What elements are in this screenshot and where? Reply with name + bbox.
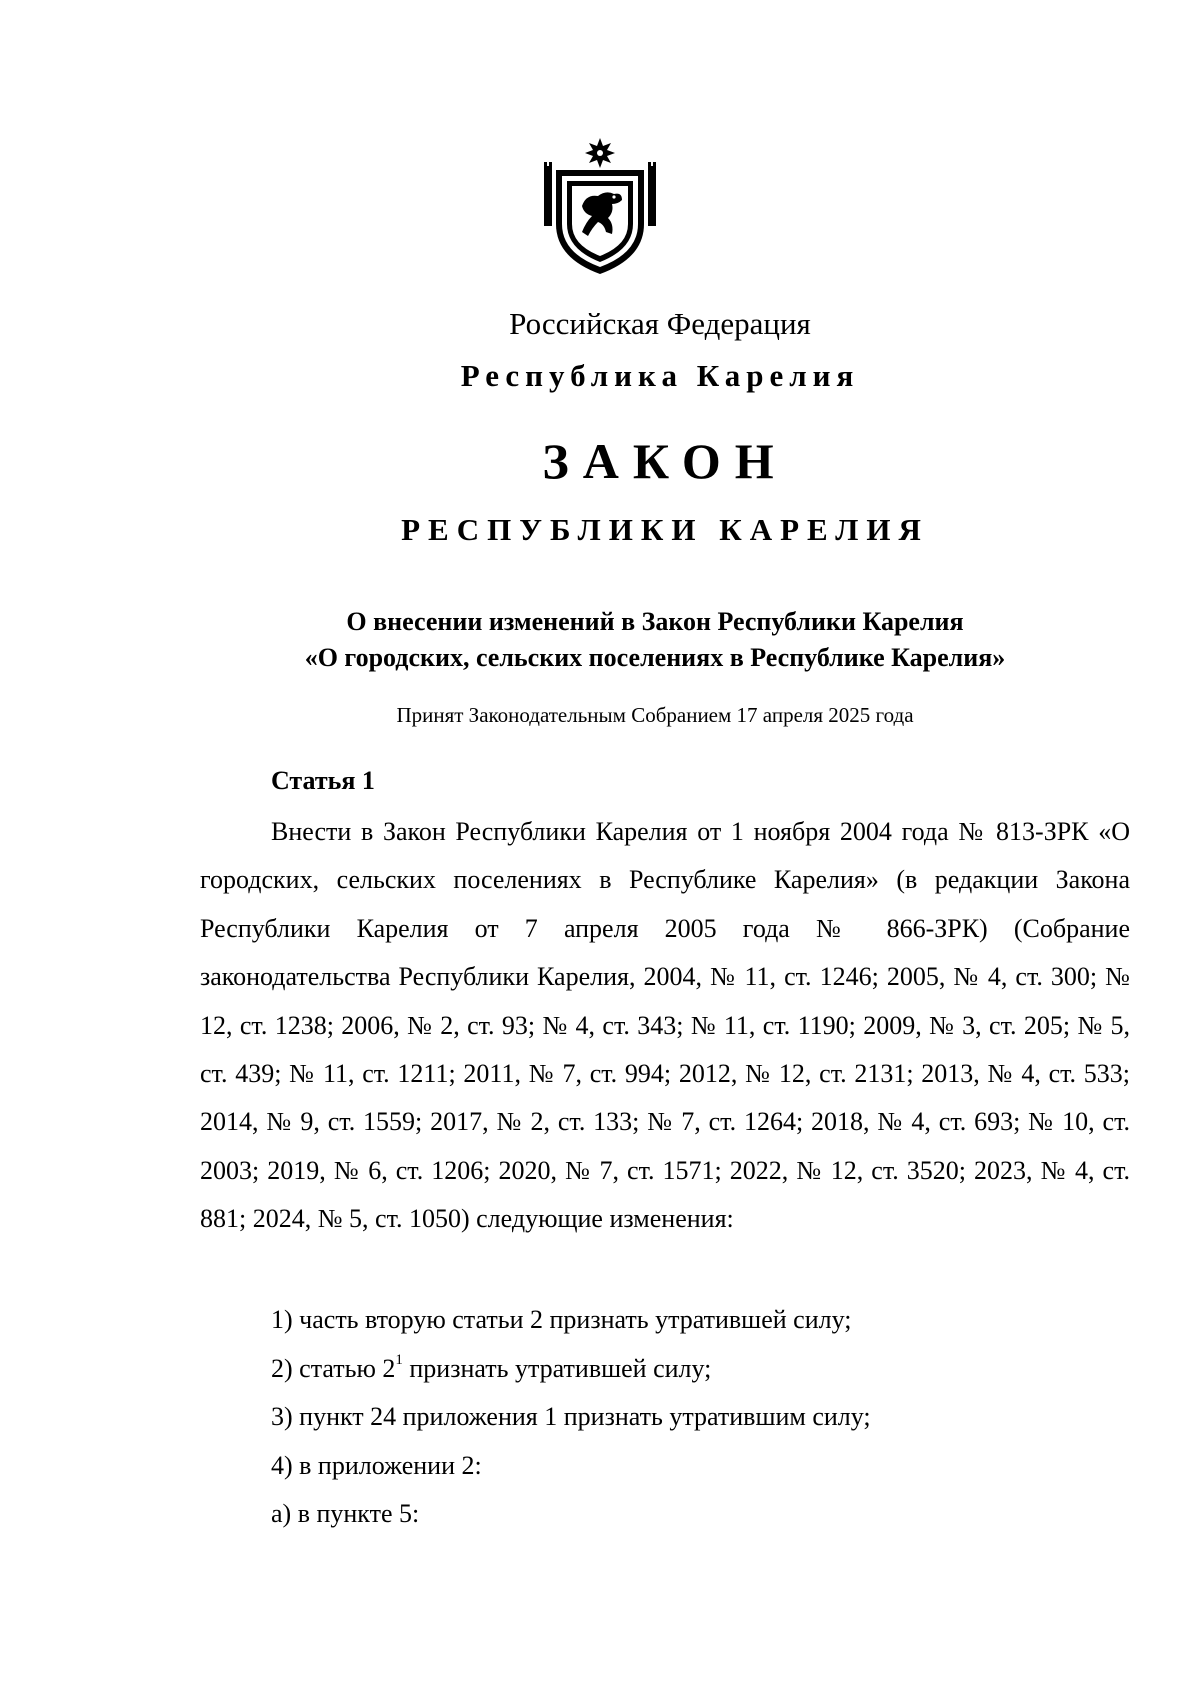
article-heading: Статья 1 xyxy=(271,766,375,795)
list-item-5: а) в пункте 5: xyxy=(271,1499,420,1528)
law-title: ЗАКОН xyxy=(542,433,788,489)
list-item-2-prefix: 2) статью 2 xyxy=(271,1354,396,1383)
list-item-1: 1) часть вторую статьи 2 признать утратившей силу; xyxy=(271,1305,852,1334)
law-subtitle: РЕСПУБЛИКИ КАРЕЛИЯ xyxy=(401,512,929,547)
document-title-line-1: О внесении изменений в Закон Республики Карелия xyxy=(346,607,964,636)
list-item-2-suffix: признать утратившей силу; xyxy=(402,1354,712,1383)
federation-heading: Российская Федерация xyxy=(509,306,811,341)
document-title-line-2: «О городских, сельских поселениях в Республике Карелия» xyxy=(304,643,1006,672)
list-item-2-superscript: 1 xyxy=(395,1352,403,1369)
article-paragraph: Внести в Закон Республики Карелия от 1 ноября 2004 года № 813-ЗРК «О городских, сельских поселениях в Республике Карелия» (в редакции Закона Республики Карелия от 7 апреля 2005 года № 866-ЗРК) (Собрание законодательства Республики Карелия, 2004, № 11, ст. 1246; 2005, № 4, ст. 300; № 12, ст. 1238; 2006, № 2, ст. 93; № 4, ст. 343; № 11, ст. 1190; 2009, № 3, ст. 205; № 5, ст. 439; № 11, ст. 1211; 2011, № 7, ст. 994; 2012, № 12, ст. 2131; 2013, № 4, ст. 533; 2014, № 9, ст. 1559; 2017, № 2, ст. 133; № 7, ст. 1264; 2018, № 4, ст. 693; № 10, ст. 2003; 2019, № 6, ст. 1206; 2020, № 7, ст. 1571; 2022, № 12, ст. 3520; 2023, № 4, ст. 881; 2024, № 5, ст. 1050) следующие изменения: xyxy=(200,817,1130,1234)
adoption-note: Принят Законодательным Собранием 17 апреля 2025 года xyxy=(396,703,914,727)
list-item-2 xyxy=(271,1354,711,1384)
coat-of-arms-icon xyxy=(542,136,658,276)
republic-heading: Республика Карелия xyxy=(460,358,860,393)
list-item-3: 3) пункт 24 приложения 1 признать утратившим силу; xyxy=(271,1402,871,1431)
list-item-4: 4) в приложении 2: xyxy=(271,1451,482,1480)
coat-of-arms-emblem xyxy=(542,136,658,276)
